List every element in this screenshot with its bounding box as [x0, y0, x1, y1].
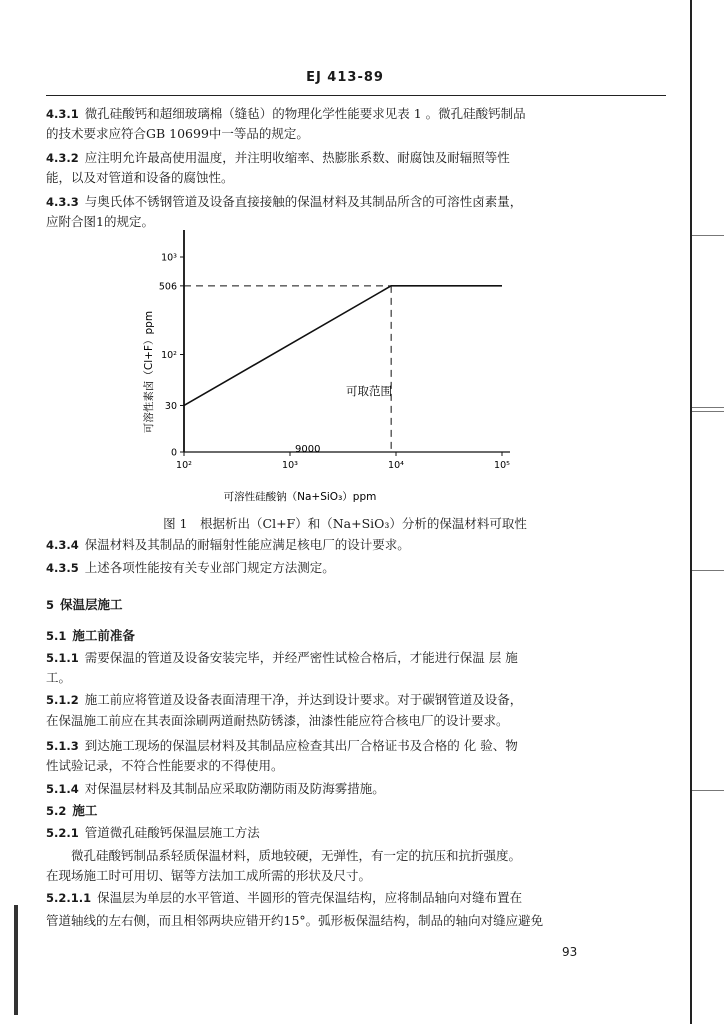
x-tick-label: 10⁵: [494, 460, 510, 471]
clause-4-3-5: 4.3.5 上述各项性能按有关专业部门规定方法测定。: [46, 560, 335, 575]
guide-x-value-label: 9000: [295, 444, 321, 455]
y-tick-label: 10²: [161, 350, 177, 361]
chart-series: [184, 286, 502, 406]
clause-5-1-2: 5.1.2 施工前应将管道及设备表面清理干净，并达到设计要求。对于碳钢管道及设备，: [46, 692, 523, 707]
text-line: 工。: [46, 670, 72, 685]
series-line-acceptability-limit: [184, 286, 502, 406]
margin-tick: [692, 570, 724, 571]
text-line: 在现场施工时可用切、锯等方法加工成所需的形状及尺寸。: [46, 868, 372, 883]
y-axis-label: 可溶性素卤（Cl+F）ppm: [143, 310, 155, 434]
y-tick-label: 30: [164, 400, 177, 412]
text-line: 管道轴线的左右侧，而且相邻两块应错开约15°。弧形板保温结构，制品的轴向对缝应避免: [46, 913, 544, 928]
text-line: 能，以及对管道和设备的腐蚀性。: [46, 170, 234, 185]
scan-edge-shadow: [14, 905, 18, 1015]
clause-5-1-3: 5.1.3 到达施工现场的保温层材料及其制品应检查其出厂合格证书及合格的 化 验、物: [46, 738, 518, 753]
text-line: 在保温施工前应在其表面涂刷两道耐热防锈漆，油漆性能应符合核电厂的设计要求。: [46, 713, 509, 728]
clause-5-1-4: 5.1.4 对保温层材料及其制品应采取防潮防雨及防海雾措施。: [46, 781, 385, 796]
clause-5-2-1: 5.2.1 管道微孔硅酸钙保温层施工方法: [46, 825, 260, 840]
header-rule: [46, 95, 666, 96]
text-line: 性试验记录，不符合性能要求的不得使用。: [46, 758, 284, 773]
figure-1-chart: [0, 225, 690, 510]
chart-annotation: 可取范围: [346, 384, 392, 398]
clause-4-3-4: 4.3.4 保温材料及其制品的耐辐射性能应满足核电厂的设计要求。: [46, 537, 410, 552]
margin-tick: [692, 790, 724, 791]
clause-5-2-1-1: 5.2.1.1 保温层为单层的水平管道、半圆形的管壳保温结构，应将制品轴向对缝布置在: [46, 890, 523, 905]
page-number: 93: [562, 945, 578, 959]
chart-axes: [184, 230, 510, 452]
margin-tick: [692, 235, 724, 236]
chart-guides: [184, 286, 391, 452]
figure-caption: 图 1 根据析出（Cl+F）和（Na+SiO₃）分析的保温材料可取性: [163, 516, 527, 531]
section-5-2-heading: 5.2 施工: [46, 803, 98, 818]
margin-tick: [692, 407, 724, 408]
text-line: 微孔硅酸钙制品系轻质保温材料，质地较硬，无弹性，有一定的抗压和抗折强度。: [46, 848, 522, 863]
margin-tick: [692, 411, 724, 412]
clause-4-3-3: 4.3.3 与奥氏体不锈钢管道及设备直接接触的保温材料及其制品所含的可溶性卤素量，: [46, 194, 523, 209]
clause-4-3-1: 4.3.1 微孔硅酸钙和超细玻璃棉（缝毡）的物理化学性能要求见表 1 。微孔硅酸钙制品: [46, 106, 526, 121]
section-5-heading: 5 保温层施工: [46, 597, 123, 612]
y-tick-label: 0: [170, 447, 177, 459]
clause-5-1-1: 5.1.1 需要保温的管道及设备安装完毕，并经严密性试检合格后，才能进行保温 层 施: [46, 650, 518, 665]
text-line: 的技术要求应符合GB 10699中一等品的规定。: [46, 126, 309, 141]
y-tick-label: 10³: [161, 252, 177, 264]
x-tick-label: 10³: [282, 460, 298, 471]
section-5-1-heading: 5.1 施工前准备: [46, 628, 135, 643]
document-code-header: EJ 413-89: [306, 70, 384, 85]
text-line: 应附合图1的规定。: [46, 214, 154, 229]
binding-edge-line: [690, 0, 692, 1024]
x-tick-label: 10²: [176, 460, 192, 471]
x-axis-label: 可溶性硅酸钠（Na+SiO₃）ppm: [223, 491, 377, 503]
x-tick-label: 10⁴: [388, 460, 404, 471]
clause-4-3-2: 4.3.2 应注明允许最高使用温度，并注明收缩率、热膨胀系数、耐腐蚀及耐辐照等性: [46, 150, 510, 165]
y-tick-label: 506: [158, 281, 177, 293]
